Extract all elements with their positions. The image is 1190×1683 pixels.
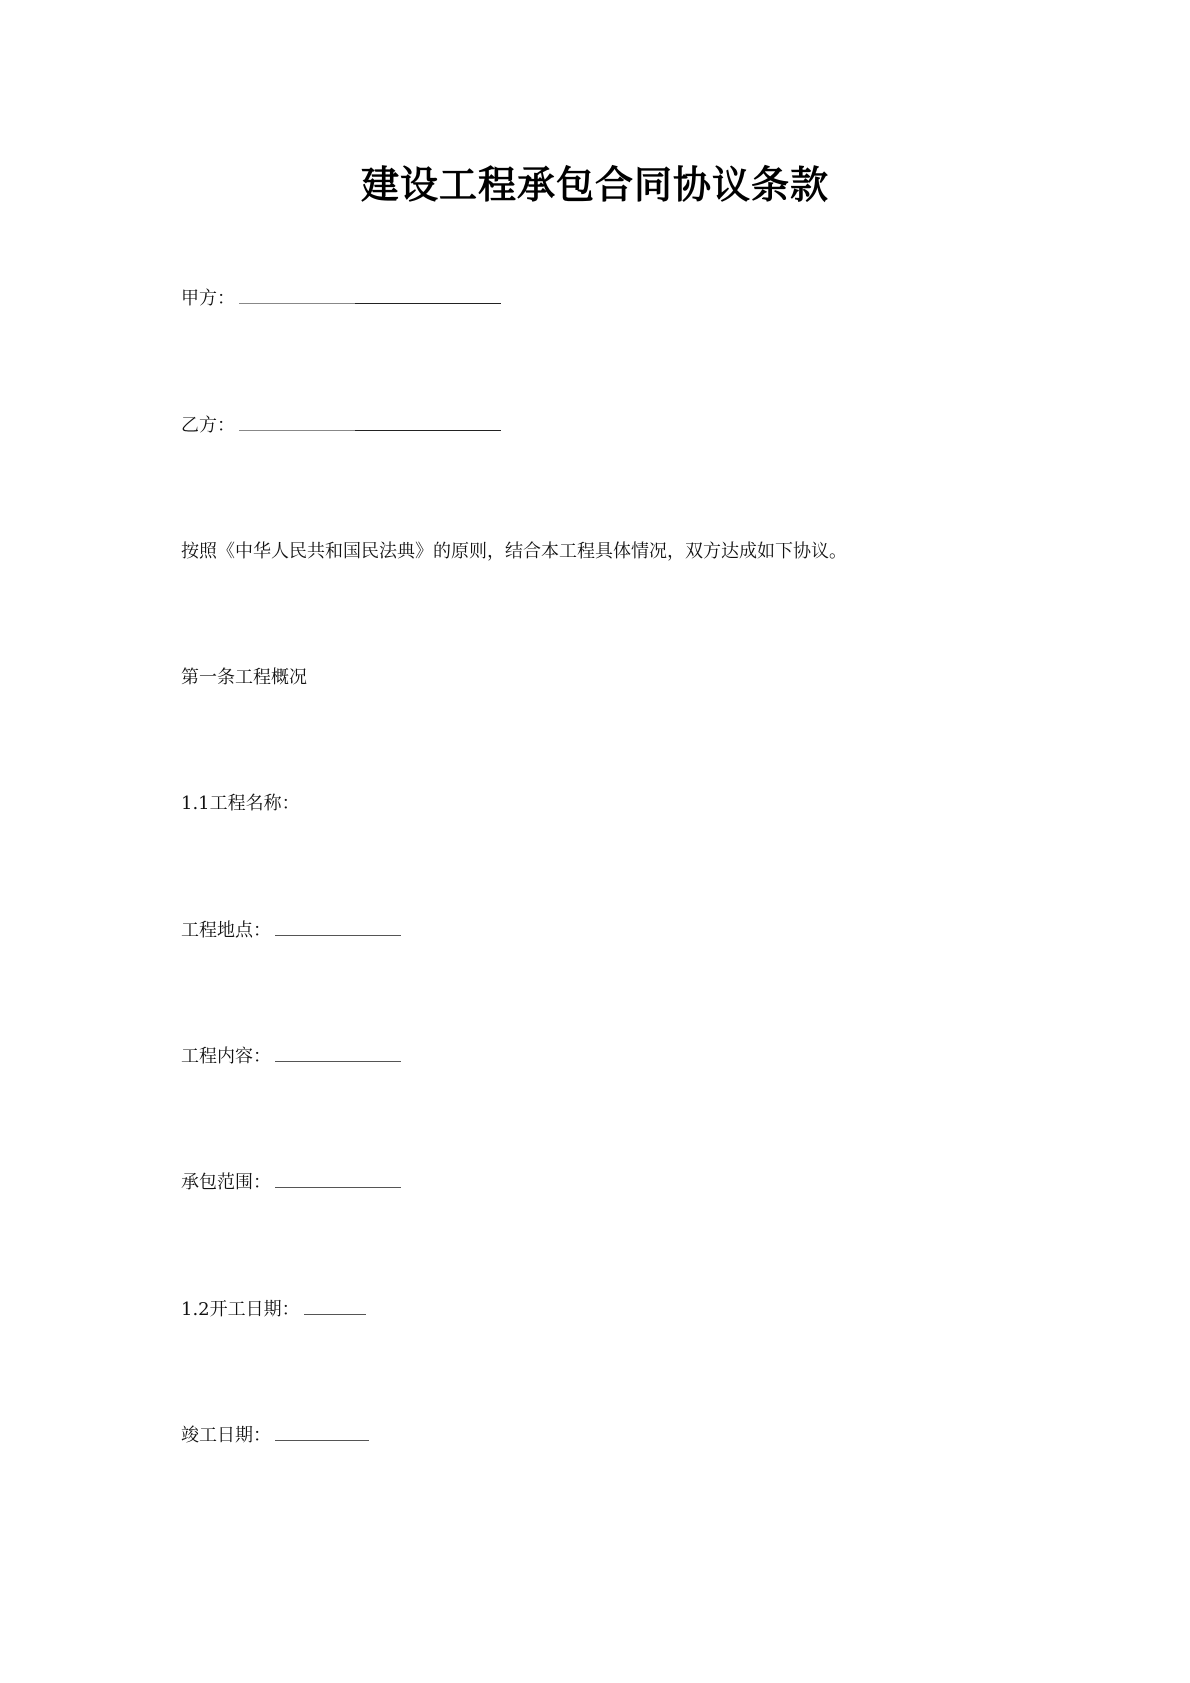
party-b-label: 乙方： (181, 415, 235, 436)
preamble-paragraph: 按照《中华人民共和国民法典》的原则，结合本工程具体情况，双方达成如下协议。 (181, 541, 847, 562)
party-b-line (181, 413, 501, 439)
party-a-label: 甲方： (181, 288, 235, 309)
project-location-label: 工程地点： (181, 920, 271, 941)
completion-date-line (181, 1422, 369, 1449)
contract-scope-label: 承包范围： (181, 1172, 271, 1193)
party-a-line (181, 286, 501, 312)
project-content-label: 工程内容： (181, 1046, 271, 1067)
completion-date-field[interactable] (275, 1422, 369, 1441)
project-name-line (181, 791, 300, 817)
party-b-field[interactable] (239, 413, 501, 431)
project-content-field[interactable] (275, 1043, 401, 1062)
project-location-line (181, 917, 401, 944)
completion-date-label: 竣工日期： (181, 1425, 271, 1446)
party-a-field[interactable] (239, 286, 501, 304)
article-1-heading: 第一条工程概况 (181, 667, 307, 688)
project-location-field[interactable] (275, 917, 401, 936)
project-content-line (181, 1043, 401, 1070)
project-name-label: 1.1工程名称： (181, 793, 300, 814)
start-date-line (181, 1296, 366, 1323)
start-date-field[interactable] (304, 1296, 366, 1315)
start-date-label: 1.2开工日期： (181, 1299, 300, 1320)
contract-scope-line (181, 1169, 401, 1196)
document-title: 建设工程承包合同协议条款 (360, 162, 829, 207)
contract-scope-field[interactable] (275, 1169, 401, 1188)
